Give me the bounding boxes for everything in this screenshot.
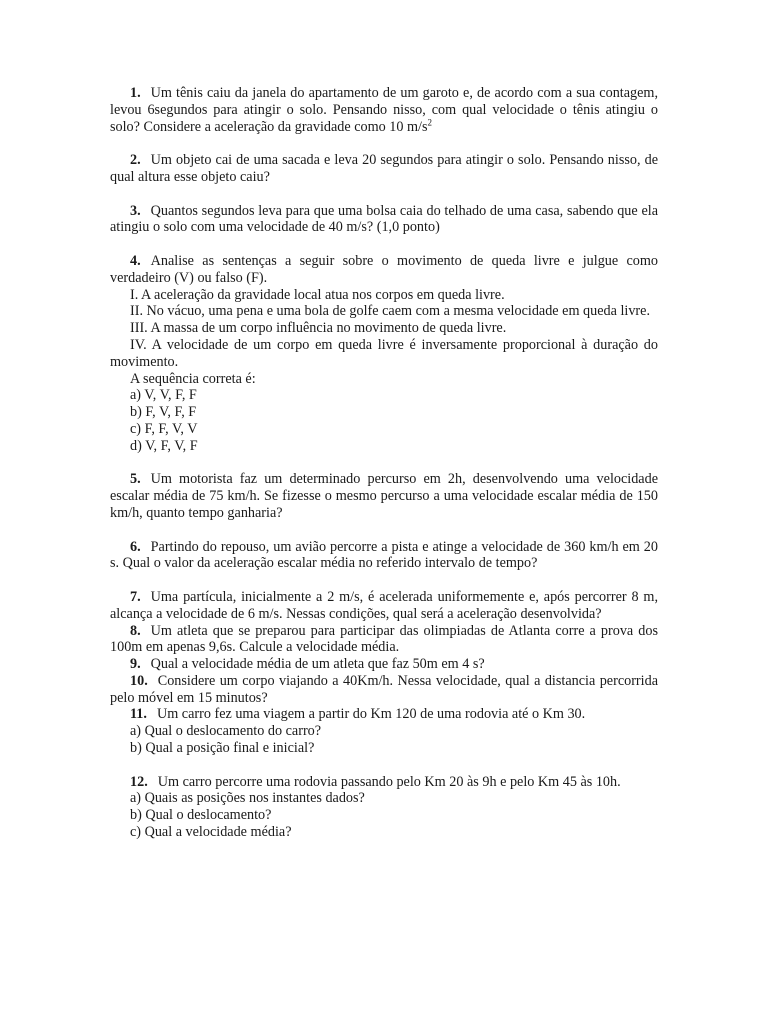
option-a: a) V, V, F, F (130, 387, 197, 404)
question-number: 4. (130, 252, 141, 269)
question-number: 7. (130, 588, 141, 605)
question-2 (110, 152, 658, 186)
question-number: 9. (130, 656, 141, 673)
question-text: Uma partícula, inicialmente a 2 m/s, é acelerada uniformemente e, após percorrer 8 m, alcança a velocidade de 6 m/s. Nessas condições, qual será a aceleração desenvolvida? (110, 588, 658, 622)
question-text: Um tênis caiu da janela do apartamento de um garoto e, de acordo com a sua contagem, levou 6segundos para atingir o solo. Pensando nisso, com qual velocidade o tênis atingiu o solo? Considere a aceleração da gravidade como 10 m/s (110, 85, 658, 135)
subquestion-b: b) Qual a posição final e inicial? (130, 740, 315, 757)
question-text: Um atleta que se preparou para participar das olimpiadas de Atlanta corre a prova dos 100m em apenas 9,6s. Calcule a velocidade média. (110, 622, 658, 656)
statement-1: I. A aceleração da gravidade local atua nos corpos em queda livre. (130, 286, 505, 303)
question-text: Analise as sentenças a seguir sobre o movimento de queda livre e julgue como verdadeiro (V) ou falso (F). (110, 252, 658, 286)
question-text: Partindo do repouso, um avião percorre a pista e atinge a velocidade de 360 km/h em 20 s. Qual o valor da aceleração escalar média no referido intervalo de tempo? (110, 538, 658, 572)
question-number: 8. (130, 622, 141, 639)
question-number: 3. (130, 202, 141, 219)
answer-prompt: A sequência correta é: (130, 370, 256, 387)
question-text: Qual a velocidade média de um atleta que faz 50m em 4 s? (150, 656, 485, 673)
question-number: 11. (130, 706, 147, 723)
option-d: d) V, F, V, F (130, 437, 198, 454)
subquestion-b: b) Qual o deslocamento? (130, 807, 272, 824)
statement-2: II. No vácuo, uma pena e uma bola de golfe caem com a mesma velocidade em queda livre. (130, 303, 650, 320)
question-text: Um carro percorre uma rodovia passando pelo Km 20 às 9h e pelo Km 45 às 10h. (157, 773, 621, 790)
question-number: 5. (130, 471, 141, 488)
question-12 (110, 774, 658, 791)
statement-4: IV. A velocidade de um corpo em queda livre é inversamente proporcional à duração do movimento. (110, 336, 658, 370)
question-text: Um carro fez uma viagem a partir do Km 120 de uma rodovia até o Km 30. (156, 706, 586, 723)
option-b: b) F, V, F, F (130, 404, 197, 421)
statement-3: III. A massa de um corpo influência no movimento de queda livre. (130, 320, 507, 337)
subquestion-a: a) Quais as posições nos instantes dados? (130, 790, 365, 807)
question-number: 12. (130, 773, 148, 790)
question-7 (110, 589, 658, 623)
exponent: 2 (427, 116, 433, 127)
question-number: 10. (130, 672, 148, 689)
question-text: Quantos segundos leva para que uma bolsa caia do telhado de uma casa, sabendo que ela atingiu o solo com uma velocidade de 40 m/s? (1,0 ponto) (110, 202, 658, 236)
question-11 (110, 706, 658, 723)
subquestion-a: a) Qual o deslocamento do carro? (130, 723, 322, 740)
question-10 (110, 673, 658, 707)
question-5 (110, 471, 658, 521)
question-9 (110, 656, 658, 673)
question-8 (110, 623, 658, 657)
question-number: 2. (130, 152, 141, 169)
question-text: Um objeto cai de uma sacada e leva 20 segundos para atingir o solo. Pensando nisso, de qual altura esse objeto caiu? (110, 152, 658, 185)
question-3 (110, 203, 658, 237)
question-text: Considere um corpo viajando a 40Km/h. Nessa velocidade, qual a distancia percorrida pelo móvel em 15 minutos? (110, 672, 658, 706)
option-c: c) F, F, V, V (130, 420, 198, 437)
question-text: Um motorista faz um determinado percurso em 2h, desenvolvendo uma velocidade escalar média de 75 km/h. Se fizesse o mesmo percurso a uma velocidade escalar média de 150 km/h, quanto tempo ganharia? (110, 471, 658, 521)
subquestion-c: c) Qual a velocidade média? (130, 824, 292, 841)
exercise-sheet (110, 85, 658, 841)
question-4 (110, 253, 658, 287)
question-6 (110, 539, 658, 573)
question-1 (110, 85, 658, 135)
question-number: 6. (130, 538, 141, 555)
question-number: 1. (130, 85, 141, 101)
